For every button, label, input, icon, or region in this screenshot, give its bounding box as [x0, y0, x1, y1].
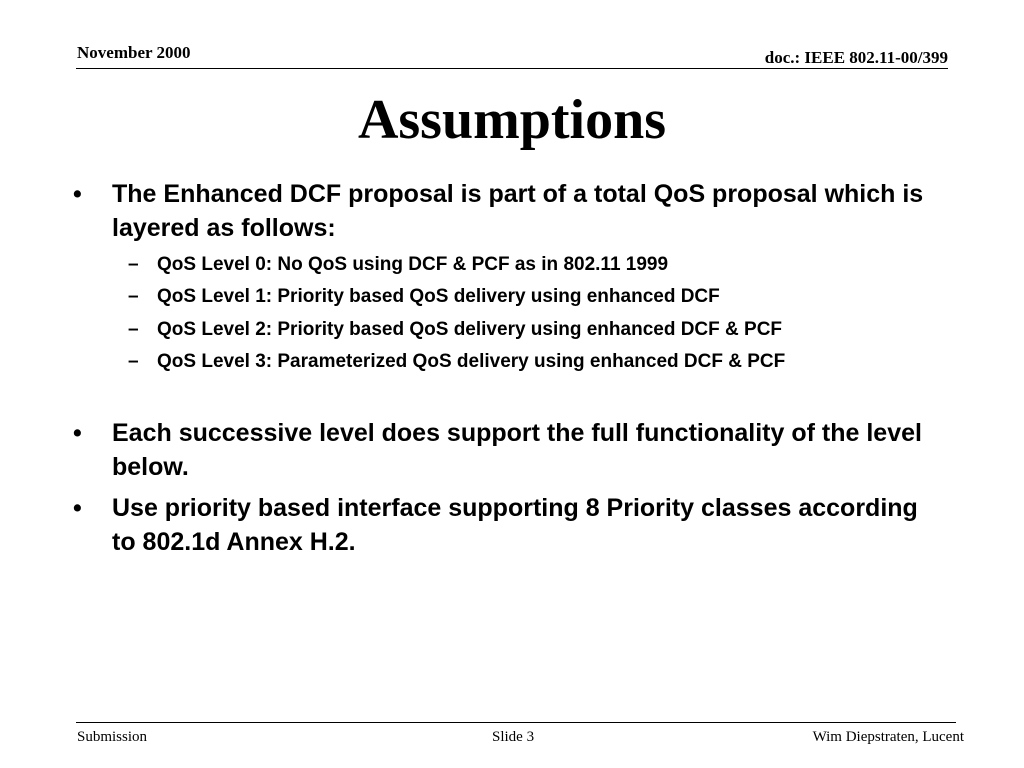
bullet-text: The Enhanced DCF proposal is part of a total QoS proposal which is layered as follows:: [112, 180, 924, 242]
sub-bullet-text: QoS Level 0: No QoS using DCF & PCF as in 802.11 1999: [157, 254, 669, 275]
sub-bullet-marker: –: [128, 351, 139, 372]
header-date: November 2000: [77, 43, 191, 62]
footer-slide-number: Slide 3: [492, 729, 535, 745]
header-doc-id: doc.: IEEE 802.11-00/399: [764, 48, 948, 67]
footer-divider: [76, 722, 956, 723]
bullet-marker: •: [73, 180, 82, 208]
sub-bullet-text: QoS Level 1: Priority based QoS delivery using enhanced DCF: [157, 286, 720, 307]
bullet-marker: •: [73, 419, 82, 447]
slide-title: Assumptions: [357, 89, 667, 151]
sub-bullet-text: QoS Level 2: Priority based QoS delivery using enhanced DCF & PCF: [157, 319, 783, 340]
header-divider: [76, 68, 948, 69]
sub-bullet-marker: –: [128, 319, 139, 340]
sub-bullet-text: QoS Level 3: Parameterized QoS delivery using enhanced DCF & PCF: [157, 351, 786, 372]
bullet-text: Each successive level does support the full functionality of the level below.: [112, 419, 922, 481]
bullet-text: Use priority based interface supporting 8 Priority classes according to 802.1d Annex H.2.: [112, 494, 918, 556]
footer-submission: Submission: [77, 729, 148, 745]
sub-bullet-marker: –: [128, 286, 139, 307]
sub-bullet-marker: –: [128, 254, 139, 275]
bullet-marker: •: [73, 494, 82, 522]
footer-author: Wim Diepstraten, Lucent: [812, 729, 964, 745]
